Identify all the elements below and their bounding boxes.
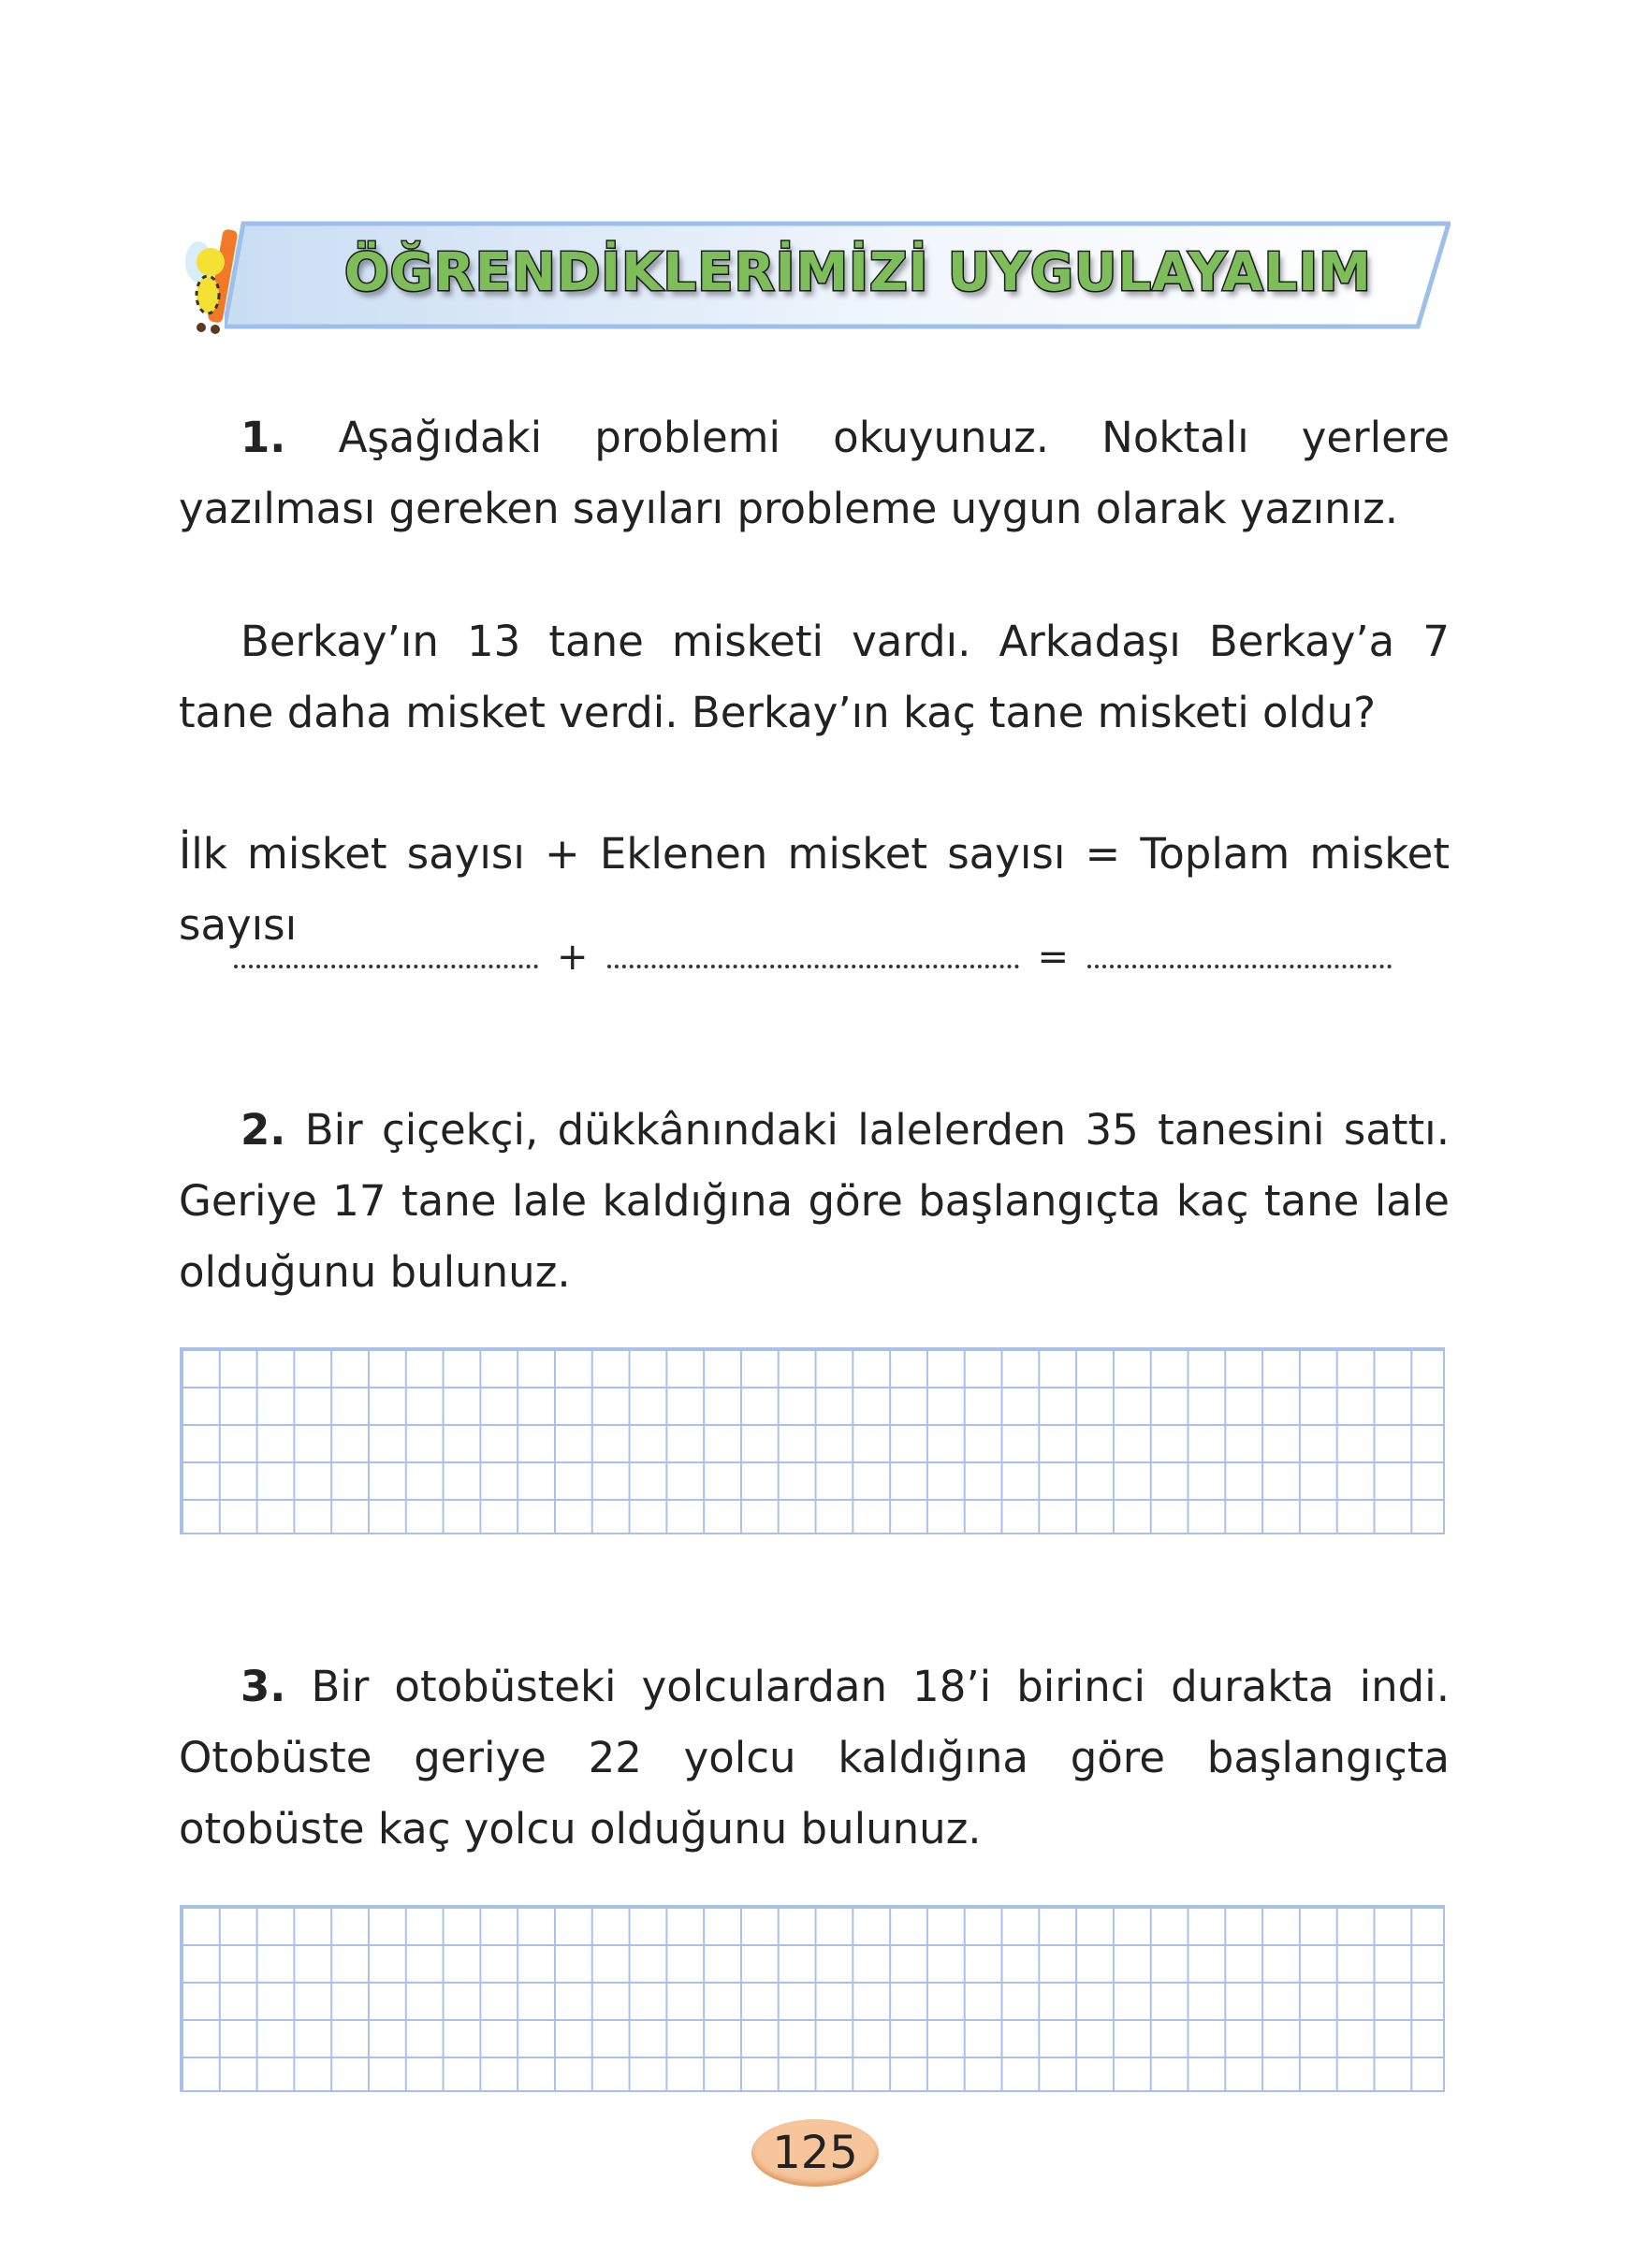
- formula-text: İlk misket sayısı + Eklenen misket sayısı = Toplam misket sayısı: [179, 829, 1450, 950]
- equals-sign: =: [1037, 936, 1070, 979]
- blank-total-count[interactable]: [1087, 946, 1392, 968]
- question-body: Bir otobüsteki yolculardan 18’i birinci durakta indi. Otobüste geriye 22 yolcu kaldığına göre başlangıçta otobüste kaç yolcu olduğunu bulunuz.: [179, 1662, 1450, 1854]
- blank-first-count[interactable]: [234, 946, 538, 968]
- answer-grid-2[interactable]: [180, 1347, 1445, 1534]
- plus-sign: +: [557, 936, 589, 979]
- section-banner: [225, 220, 1451, 330]
- problem-statement: Berkay’ın 13 tane misketi vardı. Arkadaşı Berkay’a 7 tane daha misket verdi. Berkay’ın kaç tane misketi oldu?: [179, 617, 1450, 737]
- question-2-text: [179, 1095, 1450, 1308]
- blank-added-count[interactable]: [607, 946, 1019, 968]
- page-number: 125: [751, 2119, 879, 2187]
- question-instructions: Aşağıdaki problemi okuyunuz. Noktalı yerlere yazılması gereken sayıları probleme uygun olarak yazınız.: [179, 413, 1451, 533]
- answer-grid-3[interactable]: [180, 1905, 1445, 2092]
- question-1-text: [179, 402, 1450, 545]
- banner-title: ÖĞRENDİKLERİMİZİ UYGULAYALIM: [344, 242, 1372, 303]
- problem-text: [179, 606, 1450, 749]
- question-number: 2.: [241, 1105, 286, 1155]
- question-number: 1.: [241, 413, 286, 462]
- question-number: 3.: [241, 1662, 286, 1711]
- question-body: Bir çiçekçi, dükkânındaki lalelerden 35 tanesini sattı. Geriye 17 tane lale kaldığına göre başlangıçta kaç tane lale olduğunu bulunuz.: [179, 1105, 1450, 1297]
- question-3-text: [179, 1651, 1450, 1865]
- bee-pencil-icon: [178, 220, 262, 337]
- answer-blanks: [234, 936, 1394, 979]
